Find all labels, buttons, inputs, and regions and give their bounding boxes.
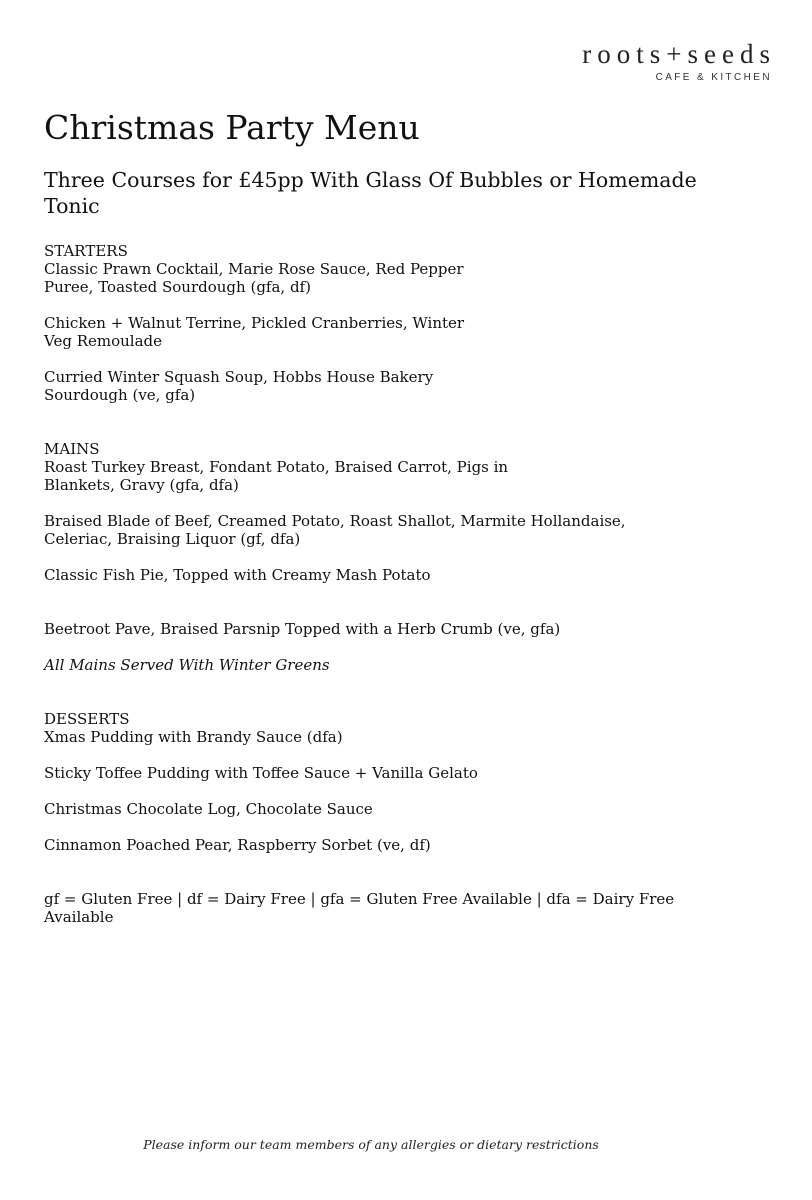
menu-body (44, 242, 744, 926)
main-item: Beetroot Pave, Braised Parsnip Topped with a Herb Crumb (ve, gfa) (44, 620, 561, 638)
menu-subtitle: Three Courses for £45pp With Glass Of Bubbles or Homemade Tonic (44, 168, 697, 218)
dietary-legend: gf = Gluten Free | df = Dairy Free | gfa = Gluten Free Available | dfa = Dairy Free Available (44, 890, 675, 926)
starters-heading: STARTERS (44, 242, 128, 260)
mains-section (44, 440, 744, 674)
brand-name: roots+seeds (582, 39, 776, 69)
starter-item: Curried Winter Squash Soup, Hobbs House Bakery Sourdough (ve, gfa) (44, 368, 434, 404)
allergy-footer-note: Please inform our team members of any allergies or dietary restrictions (143, 1137, 599, 1152)
desserts-section (44, 710, 744, 854)
dessert-item: Xmas Pudding with Brandy Sauce (dfa) (44, 728, 343, 746)
brand-tagline: CAFE & KITCHEN (655, 72, 772, 83)
menu-document (44, 106, 744, 926)
mains-note: All Mains Served With Winter Greens (44, 656, 330, 674)
main-item: Braised Blade of Beef, Creamed Potato, Roast Shallot, Marmite Hollandaise, Celeriac, Braising Liquor (gf, dfa) (44, 512, 626, 548)
desserts-heading: DESSERTS (44, 710, 130, 728)
starter-item: Chicken + Walnut Terrine, Pickled Cranberries, Winter Veg Remoulade (44, 314, 465, 350)
starter-item: Classic Prawn Cocktail, Marie Rose Sauce, Red Pepper Puree, Toasted Sourdough (gfa, df) (44, 260, 464, 296)
main-item: Roast Turkey Breast, Fondant Potato, Braised Carrot, Pigs in Blankets, Gravy (gfa, dfa) (44, 458, 509, 494)
main-item: Classic Fish Pie, Topped with Creamy Mash Potato (44, 566, 431, 584)
starters-section (44, 242, 744, 404)
dessert-item: Sticky Toffee Pudding with Toffee Sauce + Vanilla Gelato (44, 764, 478, 782)
brand-logo (582, 39, 776, 83)
dessert-item: Cinnamon Poached Pear, Raspberry Sorbet (ve, df) (44, 836, 431, 854)
mains-heading: MAINS (44, 440, 100, 458)
dessert-item: Christmas Chocolate Log, Chocolate Sauce (44, 800, 373, 818)
page-title: Christmas Party Menu (44, 108, 420, 147)
